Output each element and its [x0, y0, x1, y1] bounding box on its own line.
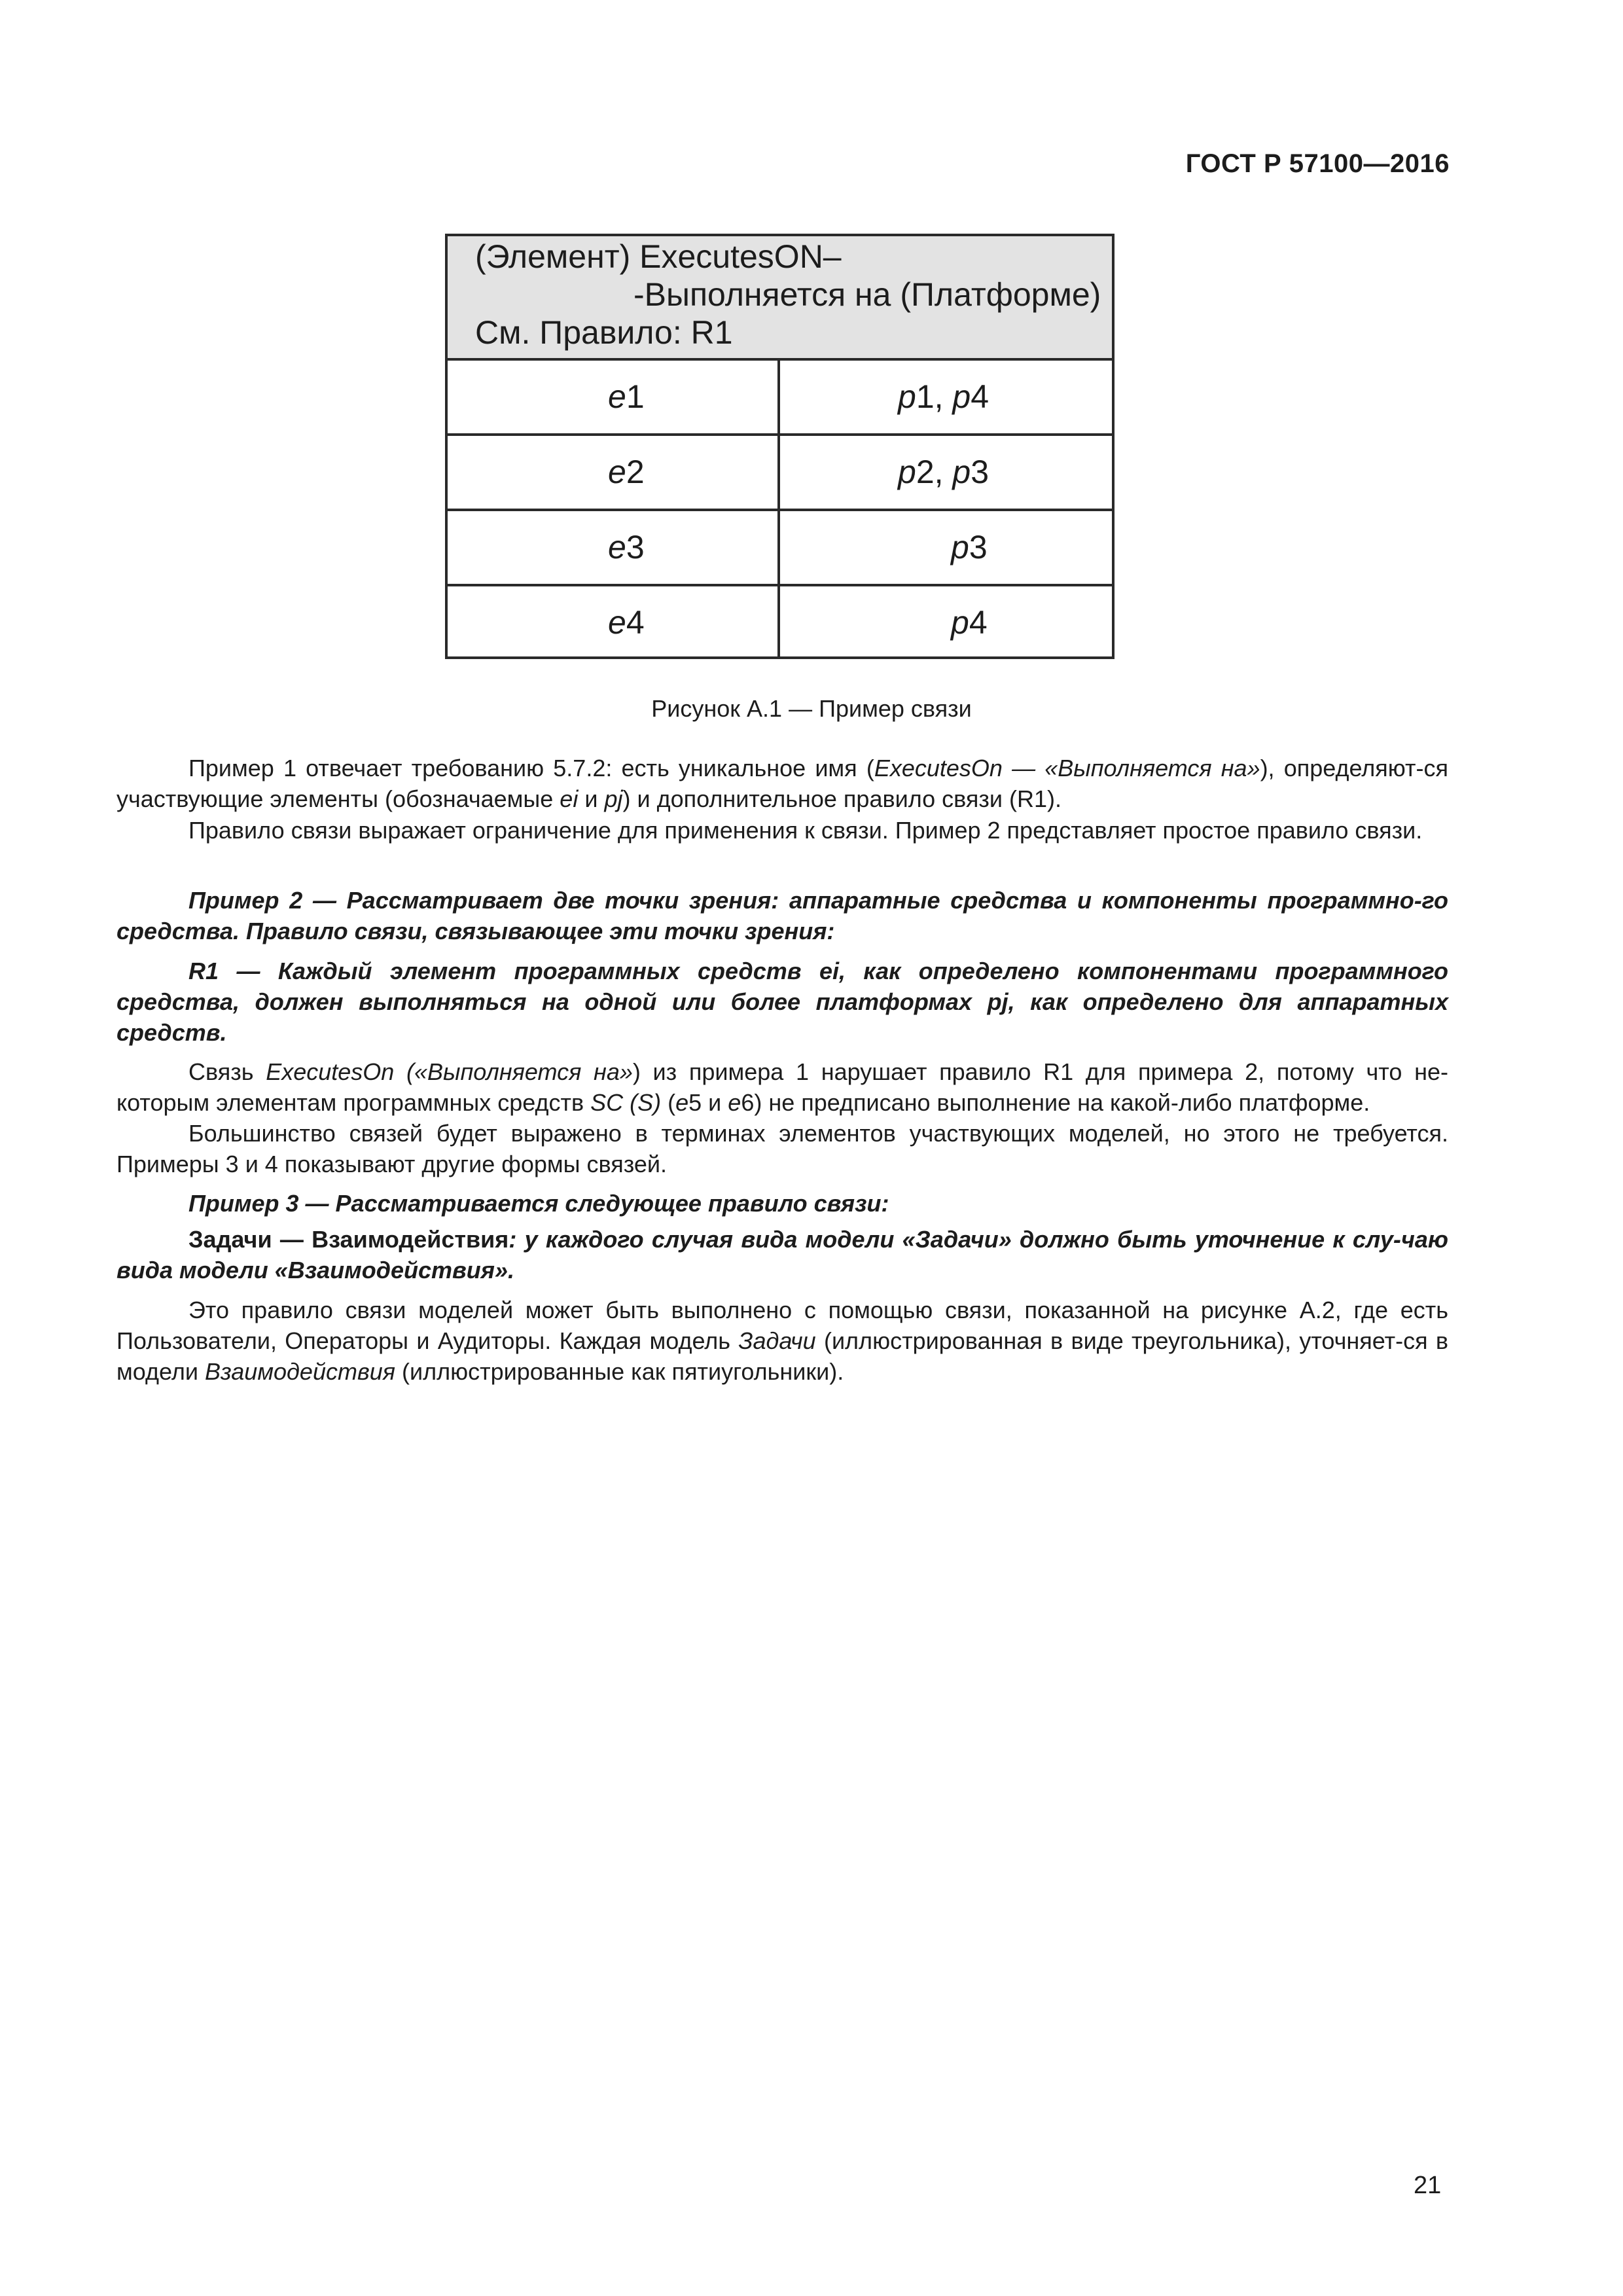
- paragraph-rule-r1: R1 — Каждый элемент программных средств ei, как определено компонентами программного средства, должен выполняться на одной или более платформах pj, как определено для аппаратных средств.: [116, 958, 1448, 1046]
- standard-header: ГОСТ Р 57100—2016: [1185, 149, 1450, 178]
- paragraph-relation-rule: Правило связи выражает ограничение для применения к связи. Пример 2 представляет простое правило связи.: [188, 817, 1423, 844]
- figure-caption: Рисунок А.1 — Пример связи: [651, 695, 972, 722]
- element-cell: e3: [448, 511, 780, 584]
- element-cell: e2: [448, 436, 780, 509]
- figure-row: e4 p4: [448, 586, 1112, 656]
- paragraph-executes-on: Связь ExecutesOn («Выполняется на») из примера 1 нарушает правило R1 для примера 2, потому что не-которым элементам программных средств SC (S) (e5 и e6) не предписано выполнение на какой-либо платформе.: [116, 1058, 1448, 1116]
- paragraph-example-1: Пример 1 отвечает требованию 5.7.2: есть уникальное имя (ExecutesOn — «Выполняется на»), определяют-ся участвующие элементы (обозначаемые ei и pj) и дополнительное правило связи (R1).: [116, 755, 1448, 812]
- figure-header-line-3: См. Правило: R1: [475, 314, 733, 351]
- figure-header-line-1: (Элемент) ExecutesON–: [475, 238, 842, 275]
- paragraph-model-rule: Это правило связи моделей может быть выполнено с помощью связи, показанной на рисунке А.2, где есть Пользователи, Операторы и Аудиторы. Каждая модель Задачи (иллюстрированная в виде треугольника), уточняет-ся в модели Взаимодействия (иллюстрированные как пятиугольники).: [116, 1297, 1449, 1385]
- figure-relation-table: [445, 234, 1115, 659]
- page-number: 21: [1414, 2172, 1442, 2199]
- figure-row: e1 p1, p4: [448, 361, 1112, 436]
- figure-header-line-2: -Выполняется на (Платформе): [633, 276, 1101, 313]
- paragraph-example-2: Пример 2 — Рассматривает две точки зрения: аппаратные средства и компоненты программно-го средства. Правило связи, связывающее эти точки зрения:: [116, 887, 1448, 944]
- paragraph-example-3: Пример 3 — Рассматривается следующее правило связи:: [188, 1190, 889, 1217]
- element-cell: e4: [448, 586, 780, 656]
- figure-row: e3 p3: [448, 511, 1112, 586]
- paragraph-relations-forms: Большинство связей будет выражено в терминах элементов участвующих моделей, но этого не требуется. Примеры 3 и 4 показывают другие формы связей.: [116, 1120, 1448, 1177]
- element-cell: e1: [448, 361, 780, 433]
- figure-row: e2 p2, p3: [448, 436, 1112, 511]
- figure-header-cell: [448, 236, 1112, 361]
- paragraph-tasks-interactions: Задачи — Взаимодействия: у каждого случая вида модели «Задачи» должно быть уточнение к слу-чаю вида модели «Взаимодействия».: [116, 1226, 1448, 1283]
